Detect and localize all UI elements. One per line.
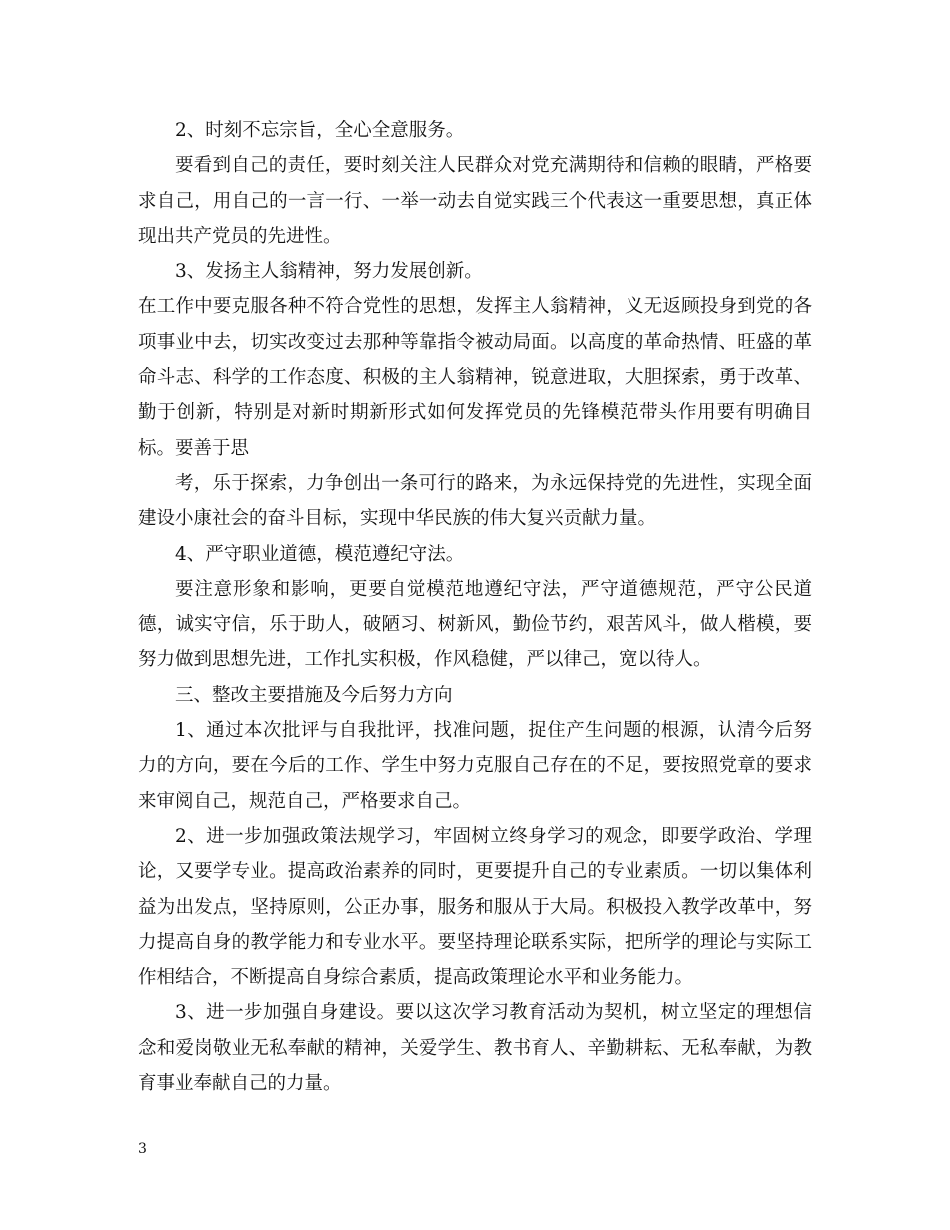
paragraph: 三、整改主要措施及今后努力方向	[175, 684, 453, 706]
paragraph: 在工作中要克服各种不符合党性的思想，发挥主人翁精神，义无返顾投身到党的各项事业中去，切实改变过去那种等靠指令被动局面。以高度的革命热情、旺盛的革命斗志、科学的工作态度、积极的主人翁精神，锐意进取，大胆探索，勇于改革、勤于创新，特别是对新时期新形式如何发挥党员的先锋模范带头作用要有明确目标。要善于思	[138, 296, 812, 459]
document-body	[138, 113, 812, 1101]
paragraph: 2、时刻不忘宗旨，全心全意服务。	[175, 120, 465, 141]
paragraph: 4、严守职业道德，模范遵纪守法。	[175, 543, 465, 565]
paragraph: 3、发扬主人翁精神，努力发展创新。	[175, 261, 483, 283]
page-number: 3	[138, 1141, 147, 1157]
paragraph: 2、进一步加强政策法规学习，牢固树立终身学习的观念，即要学政治、学理论，又要学专业。提高政治素养的同时，更要提升自己的专业素质。一切以集体利益为出发点，坚持原则，公正办事，服务和服从于大局。积极投入教学改革中，努力提高自身的教学能力和专业水平。要坚持理论联系实际，把所学的理论与实际工作相结合，不断提高自身综合素质，提高政策理论水平和业务能力。	[138, 825, 812, 989]
paragraph: 1、通过本次批评与自我批评，找准问题，捉住产生问题的根源，认清今后努力的方向，要在今后的工作、学生中努力克服自己存在的不足，要按照党章的要求来审阅自己，规范自己，严格要求自己。	[138, 720, 812, 812]
paragraph: 3、进一步加强自身建设。要以这次学习教育活动为契机，树立坚定的理想信念和爱岗敬业无私奉献的精神，关爱学生、教书育人、辛勤耕耘、无私奉献，为教育事业奉献自己的力量。	[138, 1002, 812, 1095]
paragraph: 要注意形象和影响，更要自觉模范地遵纪守法，严守道德规范，严守公民道德，诚实守信，乐于助人，破陋习、树新风，勤俭节约，艰苦风斗，做人楷模，要努力做到思想先进，工作扎实积极，作风稳健，严以律己，宽以待人。	[138, 578, 812, 671]
paragraph: 要看到自己的责任，要时刻关注人民群众对党充满期待和信赖的眼睛，严格要求自己，用自己的一言一行、一举一动去自觉实践三个代表这一重要思想，真正体现出共产党员的先进性。	[138, 155, 812, 247]
paragraph: 考，乐于探索，力争创出一条可行的路来，为永远保持党的先进性，实现全面建设小康社会的奋斗目标，实现中华民族的伟大复兴贡献力量。	[138, 472, 812, 530]
